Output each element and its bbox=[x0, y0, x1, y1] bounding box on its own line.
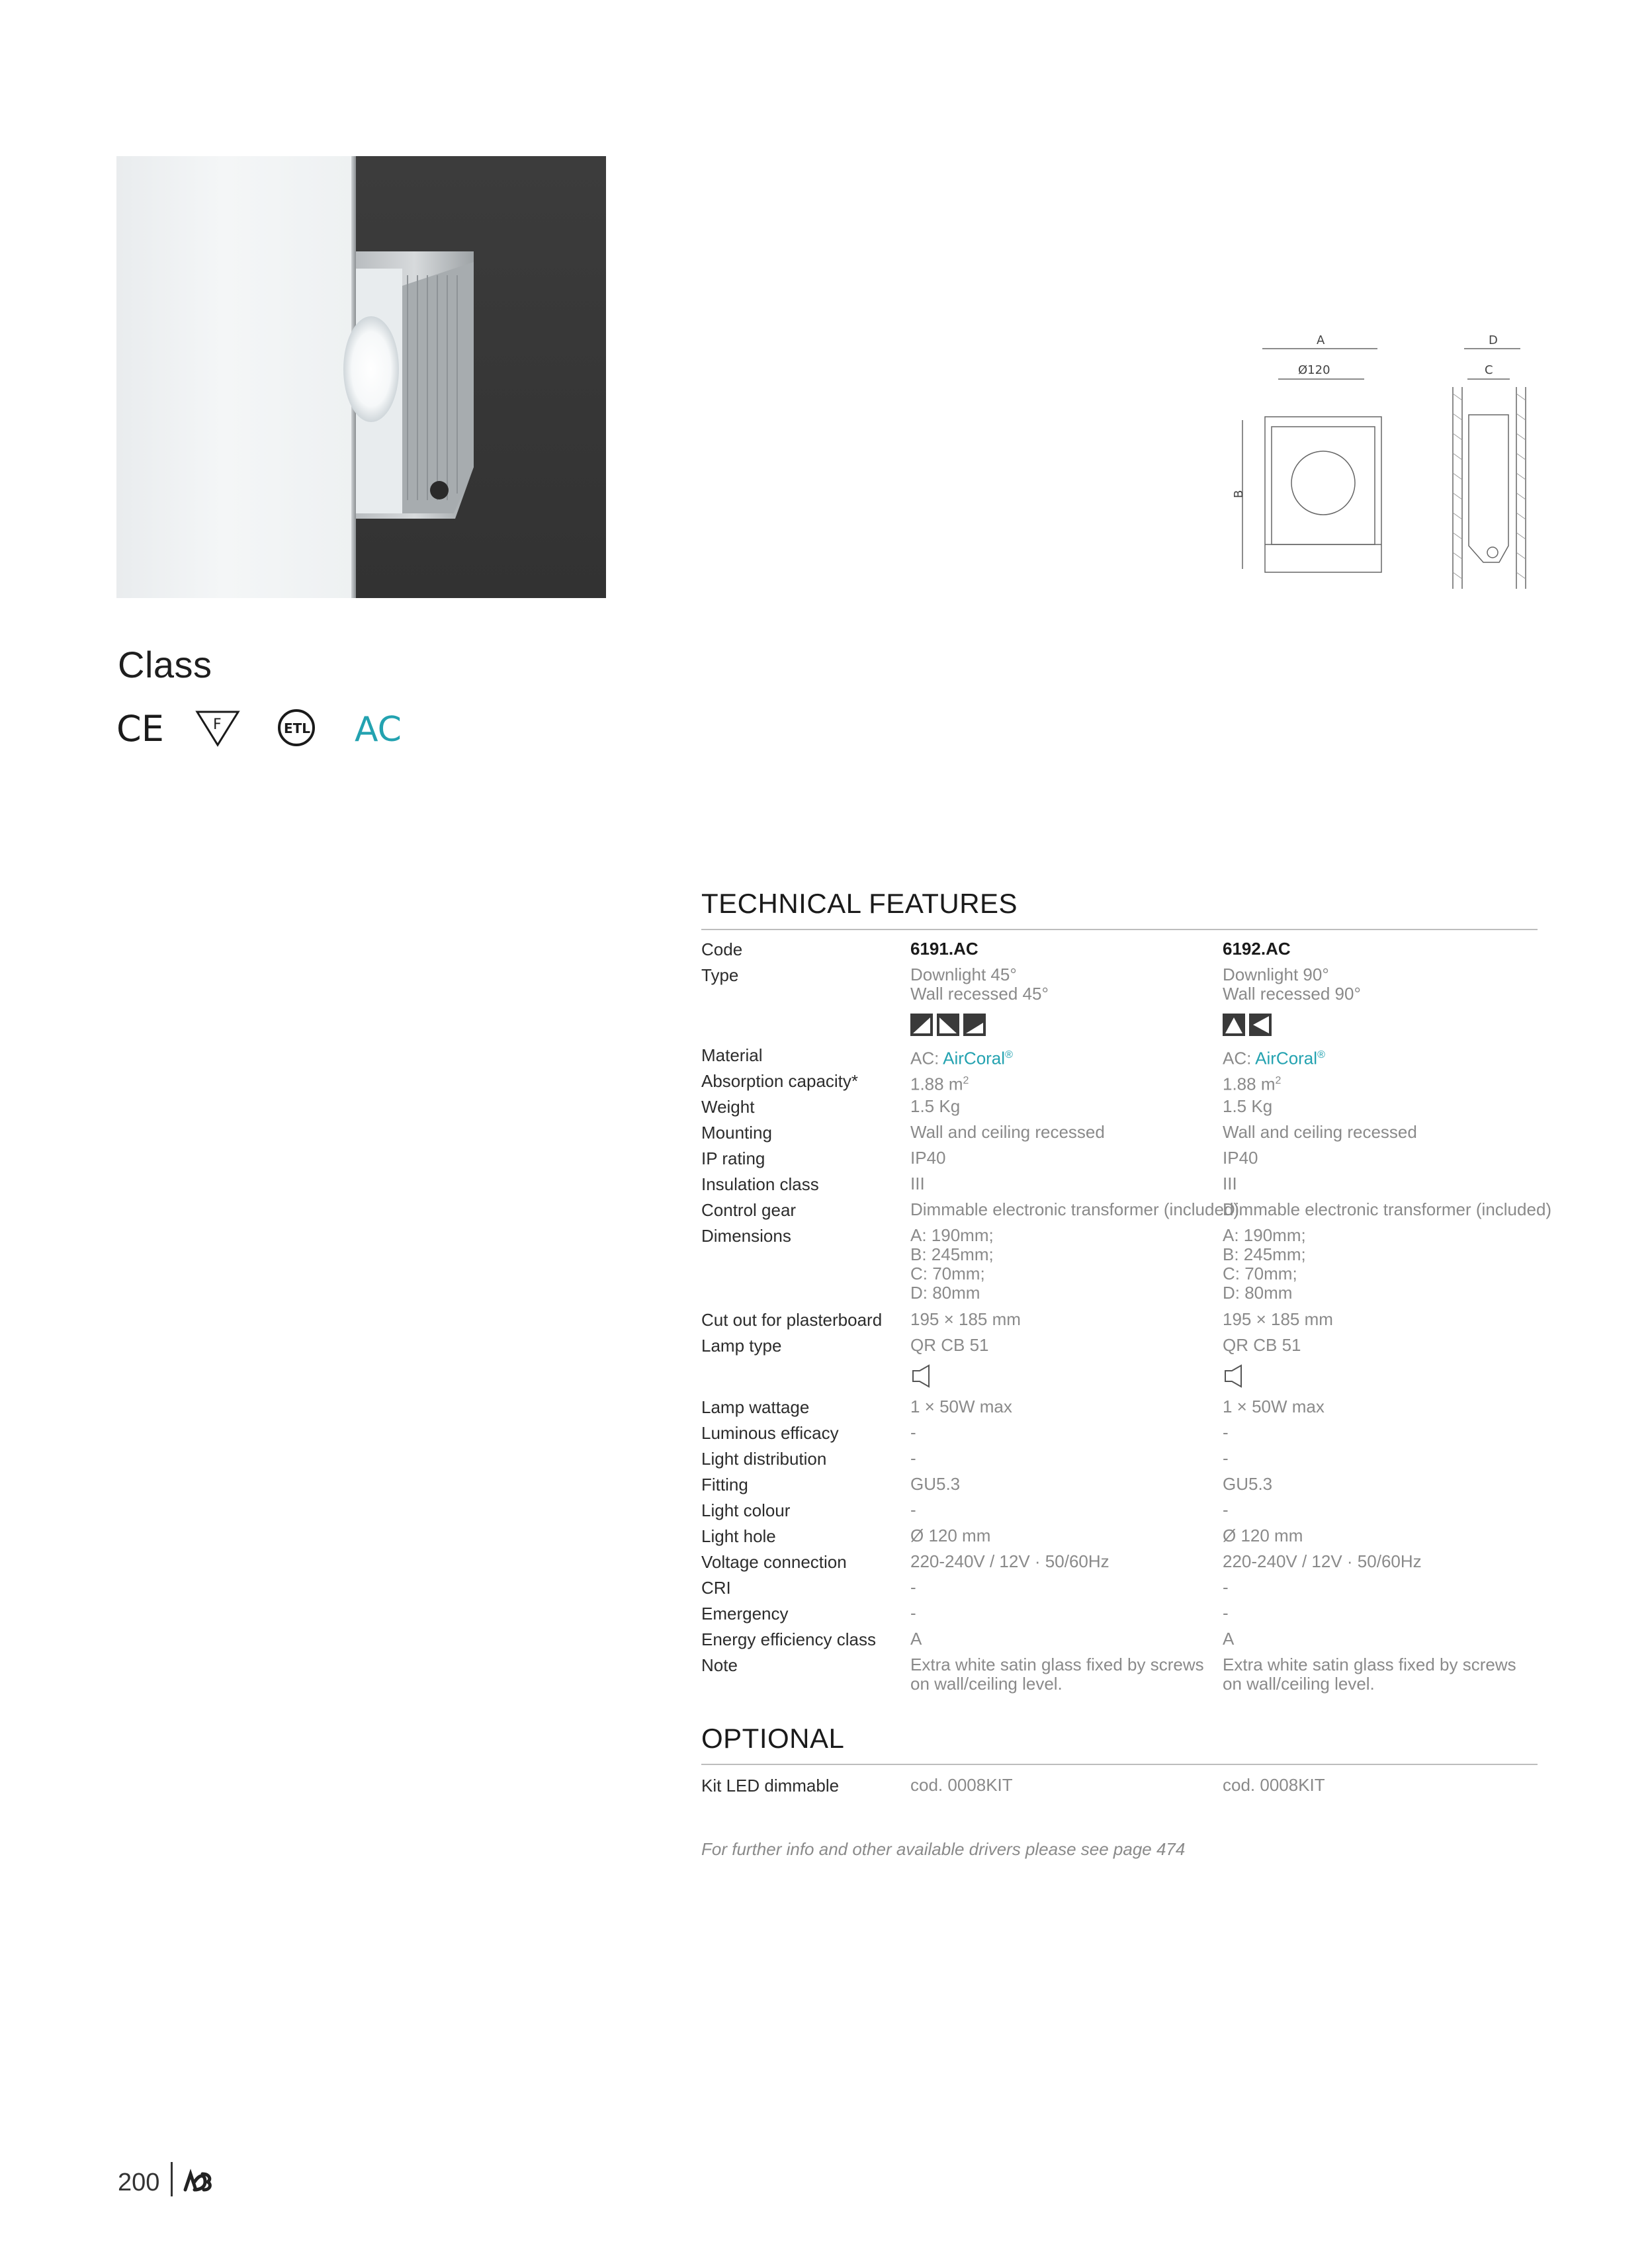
spec-label: Voltage connection bbox=[701, 1552, 847, 1572]
ce-mark-icon bbox=[116, 708, 165, 748]
spec-value-6192: A bbox=[1223, 1629, 1235, 1649]
spec-value-6192: IP40 bbox=[1223, 1148, 1258, 1168]
spec-value-6192: - bbox=[1223, 1448, 1229, 1468]
spec-value-6191: Wall and ceiling recessed bbox=[910, 1122, 1105, 1142]
etl-mark-icon bbox=[273, 708, 326, 750]
svg-text:ETL: ETL bbox=[284, 720, 311, 736]
spec-value-6191: QR CB 51 bbox=[910, 1335, 989, 1355]
spec-label: Code bbox=[701, 939, 743, 959]
aircoral-brand: AirCoral bbox=[1255, 1048, 1318, 1068]
spec-value-6191: 1 × 50W max bbox=[910, 1397, 1012, 1416]
drawing-label-c: C bbox=[1485, 363, 1493, 377]
wall-recessed-45-icon bbox=[937, 1014, 959, 1036]
downlight-45-icon bbox=[910, 1014, 933, 1036]
spec-label: Dimensions bbox=[701, 1226, 791, 1246]
spec-value-6191: Extra white satin glass fixed by screws on wall/ceiling level. bbox=[910, 1655, 1204, 1694]
spec-label: Type bbox=[701, 965, 739, 985]
spec-label: Kit LED dimmable bbox=[701, 1776, 840, 1796]
spec-value-6191: AC: AirCoral® bbox=[910, 1048, 1013, 1068]
spec-value-6191: Ø 120 mm bbox=[910, 1526, 991, 1545]
drawing-label-d: D bbox=[1489, 333, 1498, 347]
type-icons-6192 bbox=[1223, 1014, 1272, 1036]
spec-value-6191: 220-240V / 12V · 50/60Hz bbox=[910, 1551, 1109, 1571]
spec-value-6192: III bbox=[1223, 1174, 1237, 1193]
page-divider bbox=[171, 2162, 173, 2196]
spec-value-6192: Dimmable electronic transformer (included) bbox=[1223, 1199, 1552, 1219]
aircoral-brand: AirCoral bbox=[943, 1048, 1006, 1068]
spec-value-6191: Downlight 45° Wall recessed 45° bbox=[910, 965, 1049, 1004]
spec-value-6191: - bbox=[910, 1448, 916, 1468]
drawing-label-b: B bbox=[1232, 490, 1246, 498]
spec-label: Material bbox=[701, 1045, 763, 1065]
spec-value-6191: IP40 bbox=[910, 1148, 946, 1168]
spec-label: Mounting bbox=[701, 1123, 772, 1143]
wall-recessed-90-icon bbox=[1249, 1014, 1272, 1036]
spec-label: Fitting bbox=[701, 1475, 748, 1494]
spec-label: Note bbox=[701, 1655, 738, 1675]
f-mark-icon bbox=[195, 708, 243, 748]
spec-label: Cut out for plasterboard bbox=[701, 1310, 883, 1330]
spec-value-6191: III bbox=[910, 1174, 925, 1193]
technical-features-title: TECHNICAL FEATURES bbox=[701, 888, 1018, 919]
spec-label: Absorption capacity* bbox=[701, 1071, 859, 1091]
fixture-illustration bbox=[116, 156, 606, 598]
lamp-type-icon bbox=[1223, 1364, 1246, 1388]
spec-value-6191: A bbox=[910, 1629, 922, 1649]
spec-value-6192: Wall and ceiling recessed bbox=[1223, 1122, 1417, 1142]
spec-label: Light hole bbox=[701, 1526, 776, 1546]
technical-drawing bbox=[1232, 333, 1548, 612]
spec-value-6192: 1.5 Kg bbox=[1223, 1096, 1273, 1116]
spec-value-6192: Extra white satin glass fixed by screws on wall/ceiling level. bbox=[1223, 1655, 1516, 1694]
spec-label: Lamp type bbox=[701, 1336, 782, 1356]
spec-value-6192: Downlight 90° Wall recessed 90° bbox=[1223, 965, 1361, 1004]
type-icons-6191 bbox=[910, 1014, 986, 1036]
spec-value-6192: cod. 0008KIT bbox=[1223, 1775, 1325, 1795]
spec-value-6192: AC: AirCoral® bbox=[1223, 1048, 1325, 1068]
optional-title: OPTIONAL bbox=[701, 1723, 845, 1754]
downlight-90-icon bbox=[1223, 1014, 1245, 1036]
spec-value-6191: 195 × 185 mm bbox=[910, 1309, 1021, 1329]
product-title: Class bbox=[118, 644, 212, 685]
page-number: 200 bbox=[118, 2169, 160, 2196]
spec-label: Weight bbox=[701, 1097, 755, 1117]
svg-text:AC: AC bbox=[355, 710, 402, 750]
brand-logo-icon bbox=[183, 2169, 214, 2195]
spec-value-6192: - bbox=[1223, 1603, 1229, 1623]
spec-label: Energy efficiency class bbox=[701, 1629, 876, 1649]
spec-value-6191: - bbox=[910, 1603, 916, 1623]
spec-label: Luminous efficacy bbox=[701, 1423, 839, 1443]
spec-label: Lamp wattage bbox=[701, 1397, 810, 1417]
drawing-label-diameter: Ø120 bbox=[1298, 363, 1330, 377]
spec-value-6192: - bbox=[1223, 1500, 1229, 1520]
spec-value-6192: 1.88 $m^2$ bbox=[1223, 1074, 1282, 1094]
spec-value-6192: - bbox=[1223, 1577, 1229, 1597]
spec-value-6191: 6191.AC bbox=[910, 939, 978, 959]
spec-value-6191: - bbox=[910, 1422, 916, 1442]
spec-value-6191: 1.5 Kg bbox=[910, 1096, 961, 1116]
spec-value-6192: QR CB 51 bbox=[1223, 1335, 1301, 1355]
spec-value-6191: A: 190mm; B: 245mm; C: 70mm; D: 80mm bbox=[910, 1225, 994, 1303]
section-divider bbox=[701, 929, 1538, 930]
spec-value-6192: A: 190mm; B: 245mm; C: 70mm; D: 80mm bbox=[1223, 1225, 1306, 1303]
product-photo bbox=[116, 156, 606, 598]
spec-value-6191: cod. 0008KIT bbox=[910, 1775, 1013, 1795]
spec-label: CRI bbox=[701, 1578, 731, 1598]
spec-label: Emergency bbox=[701, 1604, 789, 1623]
spec-value-6192: - bbox=[1223, 1422, 1229, 1442]
spec-value-6192: 220-240V / 12V · 50/60Hz bbox=[1223, 1551, 1422, 1571]
spec-value-6192: GU5.3 bbox=[1223, 1474, 1273, 1494]
spec-value-6192: 6192.AC bbox=[1223, 939, 1291, 959]
ac-mark-icon bbox=[355, 708, 401, 750]
wall-recessed-45-alt-icon bbox=[963, 1014, 986, 1036]
drawing-label-a: A bbox=[1317, 333, 1325, 347]
svg-text:CE: CE bbox=[116, 708, 164, 750]
spec-value-6192: 1 × 50W max bbox=[1223, 1397, 1325, 1416]
footnote: For further info and other available drivers please see page 474 bbox=[701, 1839, 1186, 1859]
spec-value-6191: - bbox=[910, 1577, 916, 1597]
svg-text:F: F bbox=[213, 716, 222, 733]
spec-label: IP rating bbox=[701, 1148, 765, 1168]
spec-value-6192: 195 × 185 mm bbox=[1223, 1309, 1333, 1329]
spec-value-6191: 1.88 $m^2$ bbox=[910, 1074, 969, 1094]
spec-label: Insulation class bbox=[701, 1174, 819, 1194]
spec-value-6191: GU5.3 bbox=[910, 1474, 961, 1494]
spec-value-6191: - bbox=[910, 1500, 916, 1520]
spec-value-6192: Ø 120 mm bbox=[1223, 1526, 1303, 1545]
spec-label: Light colour bbox=[701, 1500, 791, 1520]
spec-label: Control gear bbox=[701, 1200, 797, 1220]
spec-value-6191: Dimmable electronic transformer (included) bbox=[910, 1199, 1240, 1219]
section-divider bbox=[701, 1764, 1538, 1765]
lamp-type-icon bbox=[910, 1364, 934, 1388]
spec-label: Light distribution bbox=[701, 1449, 827, 1469]
